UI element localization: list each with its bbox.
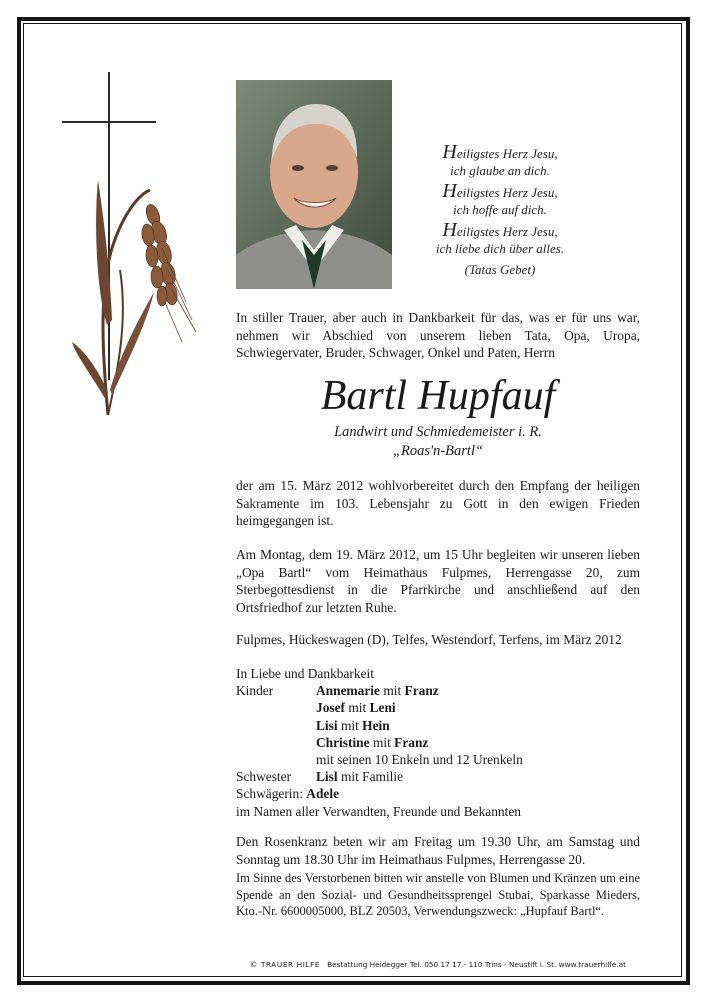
prayer-verse-line: ich glaube an dich. [450, 163, 550, 178]
family-row [236, 699, 640, 716]
intro-text: In stiller Trauer, aber auch in Dankbarkeit für das, was er für uns war, nehmen wir Abschied von unserem lieben Tata, Opa, Uropa, Schwiegervater, Bruder, Schwager, Onkel und Paten, Herrn [236, 310, 640, 361]
family-row [236, 682, 640, 699]
joiner: mit [340, 717, 359, 733]
family-heading: In Liebe und Dankbarkeit [236, 666, 374, 681]
prayer-verse-line: ich hoffe auf dich. [453, 202, 547, 217]
funeral-notice: Am Montag, dem 19. März 2012, um 15 Uhr begleiten wir unseren lieben „Opa Bartl“ vom Heimathaus Fulpmes, Herrengasse 20, zum Sterbegottesdienst in die Pfarrkirche und anschließend auf den Ortsfriedhof zur letzten Ruhe. [236, 547, 640, 615]
family-row [236, 717, 640, 734]
donation-notice: Im Sinne des Verstorbenen bitten wir anstelle von Blumen und Kränzen um eine Spende an den Sozial- und Gesundheitssprengel Stubai, Sparkasse Mieders, Kto.-Nr. 6600005000, BLZ 20503, Verwendungszweck: „Hupfauf Bartl“. [236, 871, 640, 918]
partner-name: Hein [362, 717, 390, 733]
sister-name: Lisl [316, 769, 338, 785]
family-row [236, 734, 640, 751]
deceased-details [236, 423, 640, 461]
children-label: Kinder [236, 683, 274, 699]
prayer-verse [410, 180, 590, 218]
places-date: Fulpmes, Hückeswagen (D), Telfes, Westendorf, Terfens, im März 2012 [236, 632, 622, 647]
footer-details: Bestattung Heidegger Tel. 050 17 17 - 110 Trins - Neustift i. St. www.trauerhilfe.at [327, 960, 626, 969]
portrait-photo [236, 80, 392, 289]
rosary-notice: Den Rosenkranz beten wir am Freitag um 19.30 Uhr, am Samstag und Sonntag um 18.30 Uhr im Heimathaus Fulpmes, Herrengasse 20. [236, 834, 640, 867]
footer-brand: © TRAUER HILFE [250, 960, 321, 969]
grandchildren: mit seinen 10 Enkeln und 12 Urenkeln [316, 752, 523, 768]
prayer-source: (Tatas Gebet) [464, 262, 536, 277]
prayer-verse-line: Heiligstes Herz Jesu, [442, 141, 558, 163]
partner-name: Leni [369, 700, 396, 716]
child-name: Lisi [316, 717, 338, 733]
nickname: „Roas'n-Bartl“ [392, 443, 484, 459]
prayer-verse-line: Heiligstes Herz Jesu, [442, 180, 558, 202]
joiner: mit [348, 700, 367, 716]
cross-wheat-icon [58, 70, 203, 425]
prayer-verse-line: ich liebe dich über alles. [435, 241, 565, 256]
prayer-verse-line: Heiligstes Herz Jesu, [442, 219, 558, 241]
prayer-verse [410, 219, 590, 257]
sister-suffix: mit Familie [340, 769, 404, 785]
footer [236, 960, 640, 969]
child-name: Josef [316, 700, 346, 716]
prayer-quote [410, 141, 590, 278]
sister-label: Schwester [236, 769, 292, 785]
sisterinlaw-label: Schwägerin: [236, 786, 303, 802]
family-list [236, 665, 640, 820]
sisterinlaw-name: Adele [306, 786, 340, 802]
deceased-name: Bartl Hupfauf [320, 373, 556, 419]
prayer-verse [410, 141, 590, 179]
child-name: Christine [316, 734, 370, 750]
relatives: im Namen aller Verwandten, Freunde und Bekannten [236, 803, 521, 819]
child-name: Annemarie [316, 683, 380, 699]
joiner: mit [372, 734, 391, 750]
family-row [236, 768, 640, 785]
death-notice: der am 15. März 2012 wohlvorbereitet durch den Empfang der heiligen Sakramente im 103. Lebensjahr zu Gott in den ewigen Frieden heimgegangen ist. [236, 478, 640, 529]
family-row [236, 785, 640, 802]
partner-name: Franz [394, 734, 429, 750]
family-row [236, 751, 640, 768]
joiner: mit [383, 683, 402, 699]
partner-name: Franz [404, 683, 439, 699]
occupation: Landwirt und Schmiedemeister i. R. [334, 424, 542, 440]
